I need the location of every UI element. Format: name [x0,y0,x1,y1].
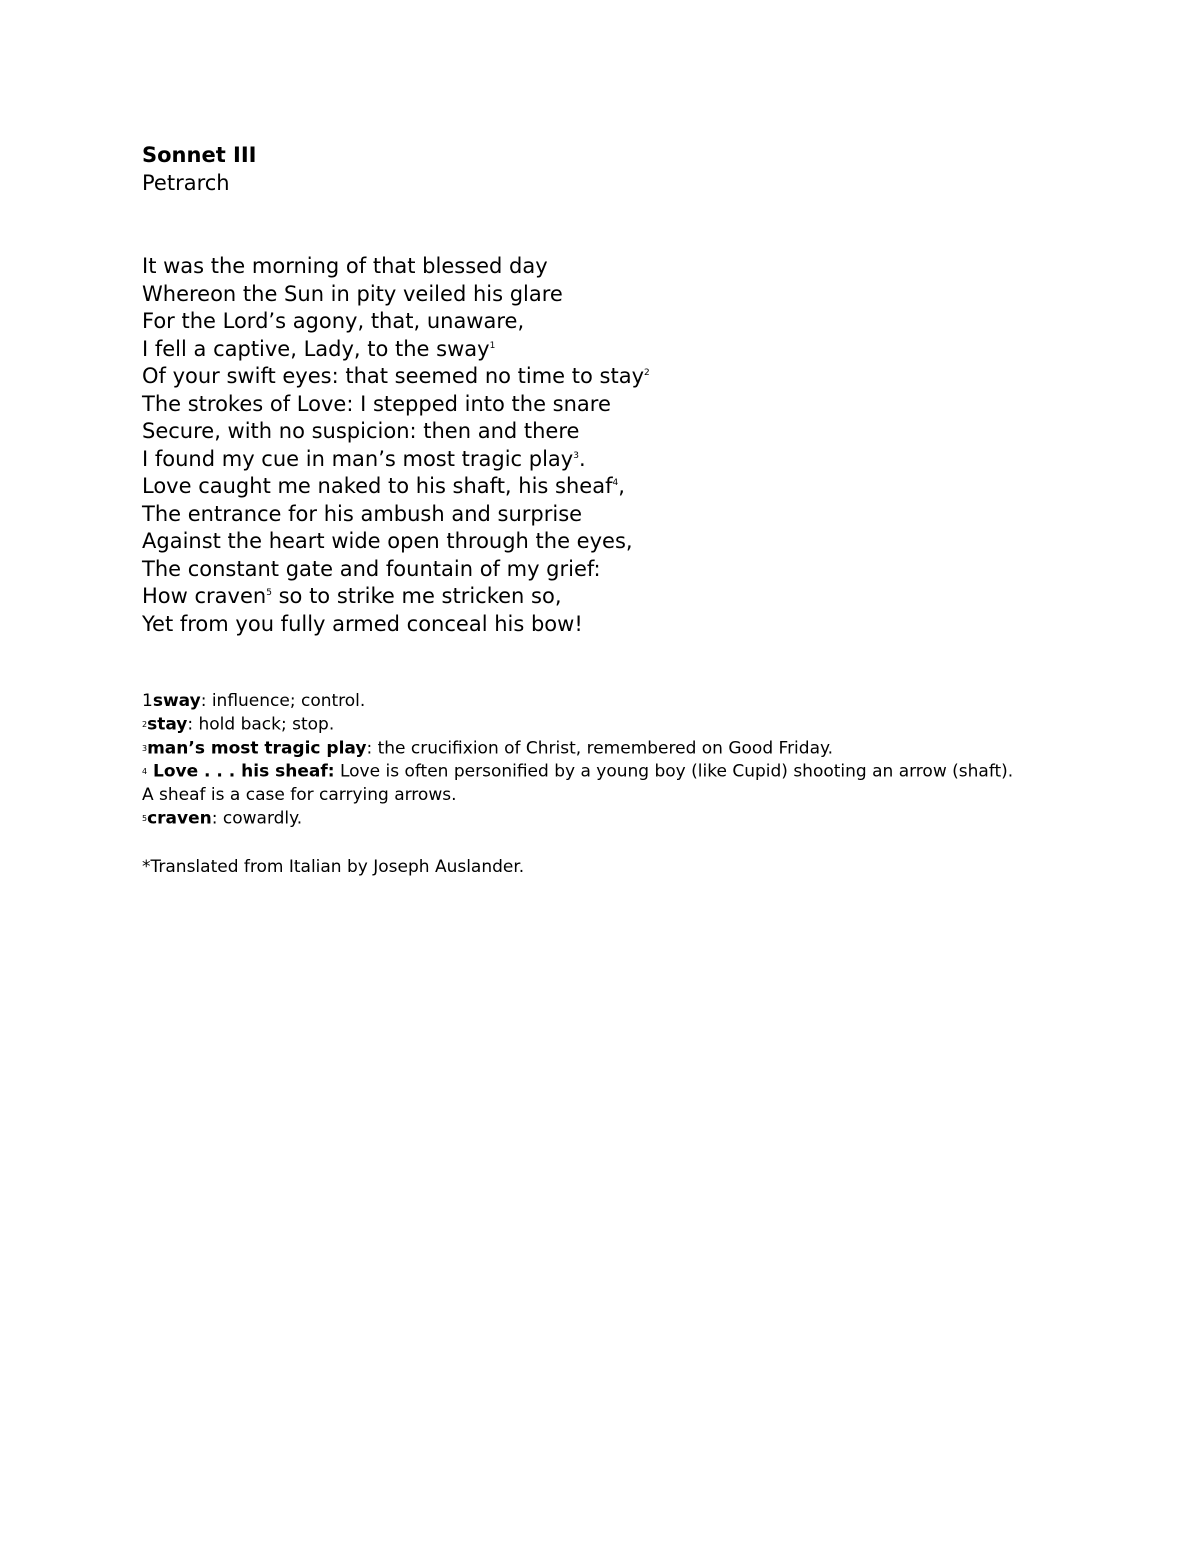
poem-line: Whereon the Sun in pity veiled his glare [142,281,563,306]
footnote-number: 4 [142,767,148,776]
poem-line: The strokes of Love: I stepped into the snare [142,391,611,416]
footnote-marker: 3 [573,450,579,461]
footnote-number: 1 [142,691,153,711]
footnote-term: stay [147,714,188,735]
footnote [142,807,1102,831]
document-page [142,141,1102,879]
footnote-term: sway [152,691,201,711]
footnote-marker: 2 [644,368,650,378]
poem-line: Love caught me naked to his shaft, his sheaf$^4$, [142,474,625,498]
footnote-number: 3 [142,743,148,753]
footnote-term: Love . . . his sheaf: [147,761,335,782]
footnote-marker: 4 [612,478,619,488]
footnotes [142,690,1102,830]
poem-line: It was the morning of that blessed day [142,254,548,278]
poem-line: For the Lord’s agony, that, unaware, [142,309,525,333]
translator-note: *Translated from Italian by Joseph Auslander. [142,857,525,877]
poem-line: Secure, with no suspicion: then and there [142,419,580,443]
poem-title: Sonnet III [142,143,257,167]
poem-body [142,253,1102,638]
footnote-definition: : cowardly. [211,808,303,828]
poem-line: Of your swift eyes: that seemed no time to stay$^2$ [142,364,650,388]
poem-line: I found my cue in man’s most tragic play$^3$. [142,446,586,471]
footnote [142,760,1022,807]
poem-line: Against the heart wide open through the eyes, [142,529,633,553]
poem-line: The constant gate and fountain of my grief: [142,556,601,581]
poem-author: Petrarch [142,171,230,195]
footnote-marker: 1 [489,340,496,351]
footnote-definition: : the crucifixion of Christ, remembered on Good Friday. [366,738,834,758]
poem-line: Yet from you fully armed conceal his bow! [142,611,583,636]
footnote-number: 2 [142,720,148,729]
footnote-definition: : influence; control. [200,691,366,711]
poem-line: The entrance for his ambush and surprise [142,501,583,526]
footnote [142,737,1102,761]
footnote-number: 5 [142,813,148,823]
footnote [142,690,1102,713]
footnote-marker: 5 [266,588,272,598]
footnote [142,713,1102,737]
footnote-term: man’s most tragic play [147,738,367,758]
footnote-definition: : hold back; stop. [187,714,335,735]
footnote-definition: Love is often personified by a young boy (like Cupid) shooting an arrow (shaft). A sheaf is a case for carrying arrows. [142,761,1014,805]
poem-line: How craven$^5$ so to strike me stricken so, [142,584,562,608]
poem-line: I fell a captive, Lady, to the sway$^1$ [142,336,496,361]
footnote-term: craven [147,808,212,828]
